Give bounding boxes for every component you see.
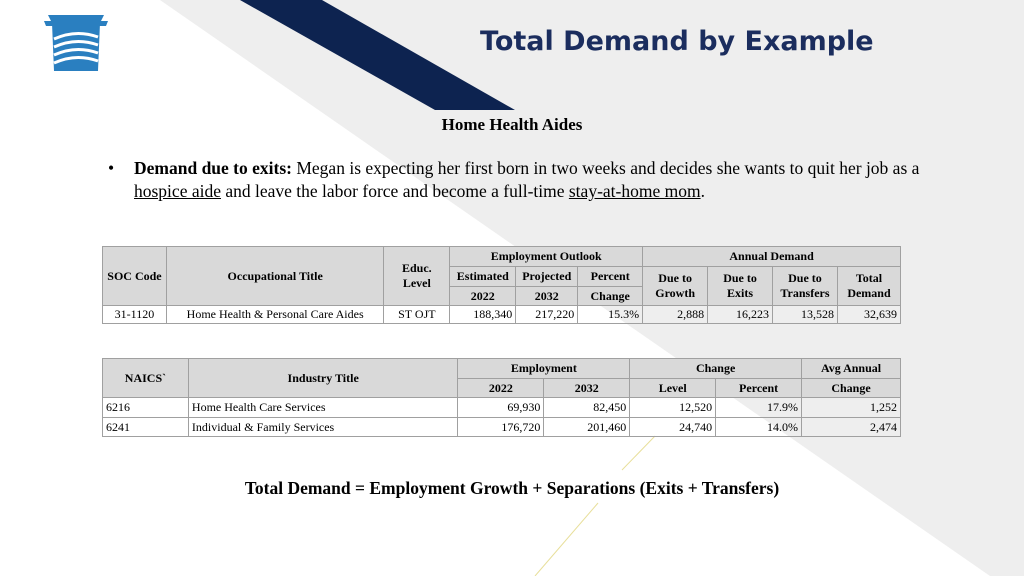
- header-projected-year: 2032: [516, 287, 578, 306]
- header-soc-code: SOC Code: [103, 247, 167, 306]
- cell-percent: 17.9%: [716, 398, 802, 418]
- header-percent: Percent: [578, 267, 643, 287]
- cell-total: 32,639: [837, 306, 900, 324]
- cell-occupational-title: Home Health & Personal Care Aides: [166, 306, 384, 324]
- cell-soc: 31-1120: [103, 306, 167, 324]
- cell-2032: 82,450: [544, 398, 630, 418]
- header-avg-change: Change: [802, 379, 901, 398]
- cell-naics: 6216: [103, 398, 189, 418]
- header-employment-outlook: Employment Outlook: [450, 247, 643, 267]
- table-row: [103, 398, 901, 418]
- cell-industry-title: Individual & Family Services: [188, 418, 458, 437]
- slide-subtitle: Home Health Aides: [441, 115, 583, 134]
- header-total-demand: Total Demand: [837, 267, 900, 306]
- bullet-text-2: and leave the labor force and become a full-time: [220, 181, 569, 201]
- cell-percent: 15.3%: [578, 306, 643, 324]
- keystone-logo: [40, 15, 112, 73]
- cell-2032: 201,460: [544, 418, 630, 437]
- header-2022: 2022: [458, 379, 544, 398]
- header-annual-demand: Annual Demand: [643, 247, 901, 267]
- table-row: [103, 418, 901, 437]
- header-percent: Percent: [716, 379, 802, 398]
- bullet-point: [108, 157, 928, 203]
- cell-estimated: 188,340: [450, 306, 516, 324]
- cell-2022: 69,930: [458, 398, 544, 418]
- header-due-to-transfers: Due to Transfers: [773, 267, 838, 306]
- header-projected: Projected: [516, 267, 578, 287]
- stay-at-home-mom-link[interactable]: stay-at-home mom: [568, 181, 701, 201]
- header-industry-title: Industry Title: [188, 359, 458, 398]
- header-level: Level: [630, 379, 716, 398]
- header-educ-level: Educ. Level: [384, 247, 450, 306]
- header-avg-annual: Avg Annual: [802, 359, 901, 379]
- cell-industry-title: Home Health Care Services: [188, 398, 458, 418]
- header-percent-change: Change: [578, 287, 643, 306]
- slide-title: Total Demand by Example: [480, 26, 874, 57]
- header-employment: Employment: [458, 359, 630, 379]
- bullet-lead: Demand due to exits:: [134, 158, 292, 178]
- bullet-text: [134, 157, 928, 203]
- cell-exits: 16,223: [708, 306, 773, 324]
- cell-level: 24,740: [630, 418, 716, 437]
- table-row: [103, 306, 901, 324]
- total-demand-formula: Total Demand = Employment Growth + Separations (Exits + Transfers): [244, 478, 780, 498]
- header-due-to-exits: Due to Exits: [708, 267, 773, 306]
- header-estimated-year: 2022: [450, 287, 516, 306]
- cell-projected: 217,220: [516, 306, 578, 324]
- bullet-text-3: .: [700, 181, 705, 201]
- industry-employment-table: [102, 358, 901, 437]
- bullet-marker: •: [108, 158, 115, 178]
- header-2032: 2032: [544, 379, 630, 398]
- header-due-to-growth: Due to Growth: [643, 267, 708, 306]
- header-change: Change: [630, 359, 802, 379]
- cell-2022: 176,720: [458, 418, 544, 437]
- cell-educ: ST OJT: [384, 306, 450, 324]
- cell-transfers: 13,528: [773, 306, 838, 324]
- cell-avg: 1,252: [802, 398, 901, 418]
- bullet-text-1: Megan is expecting her first born in two weeks and decides she wants to quit her job as a: [291, 158, 920, 178]
- header-naics: NAICS`: [103, 359, 189, 398]
- cell-naics: 6241: [103, 418, 189, 437]
- cell-percent: 14.0%: [716, 418, 802, 437]
- occupation-demand-table: [102, 246, 901, 324]
- header-estimated: Estimated: [450, 267, 516, 287]
- header-occupational-title: Occupational Title: [166, 247, 384, 306]
- hospice-aide-link[interactable]: hospice aide: [134, 181, 221, 201]
- cell-growth: 2,888: [643, 306, 708, 324]
- cell-avg: 2,474: [802, 418, 901, 437]
- cell-level: 12,520: [630, 398, 716, 418]
